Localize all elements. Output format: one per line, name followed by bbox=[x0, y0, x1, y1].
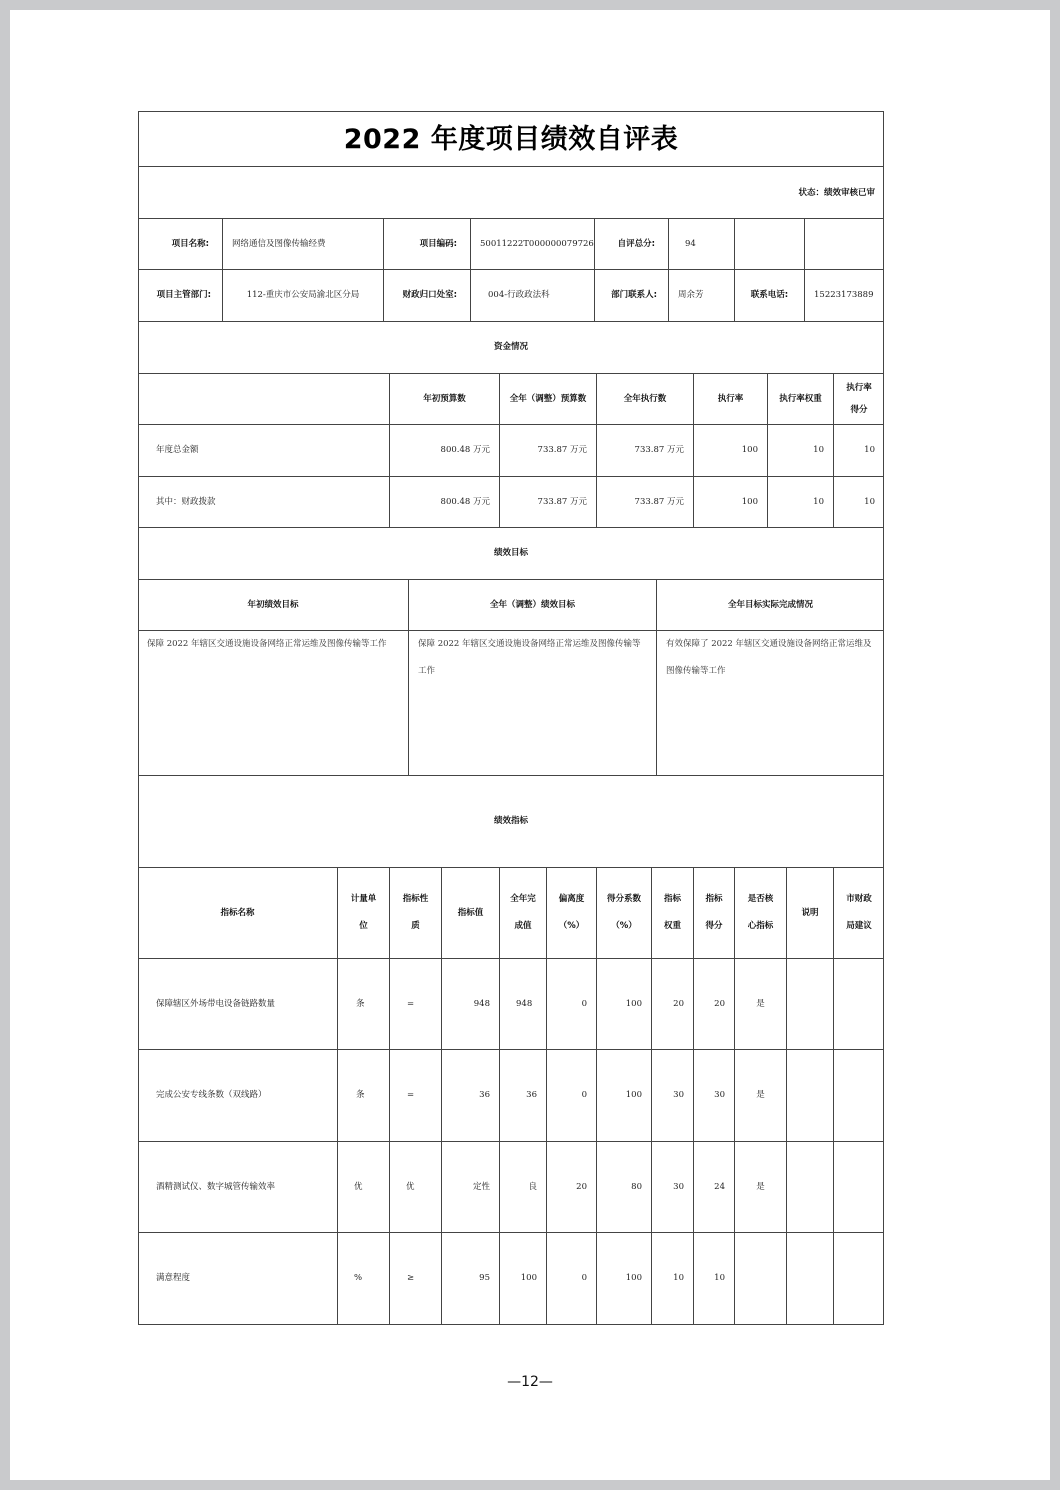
ind-row-advice bbox=[834, 1050, 884, 1141]
ind-header-nature-line2: 质 bbox=[411, 921, 420, 931]
ind-row-core bbox=[735, 1233, 786, 1324]
ind-header-completed bbox=[500, 868, 546, 958]
ind-row-name: 满意程度 bbox=[156, 1273, 191, 1284]
ind-header-score bbox=[694, 868, 734, 958]
indicators-section-title: 绩效指标 bbox=[493, 816, 528, 827]
ind-row-score: 24 bbox=[714, 1181, 725, 1192]
ind-header-advice bbox=[834, 868, 884, 958]
page-number: —12— bbox=[507, 1374, 553, 1390]
ind-row-note bbox=[787, 1050, 833, 1141]
ind-header-score-line2: 得分 bbox=[705, 921, 723, 931]
ind-header-deviation-line2: （%） bbox=[558, 921, 585, 931]
status-label: 状态：绩效审核已审 bbox=[798, 187, 875, 198]
ind-header-name: 指标名称 bbox=[220, 907, 255, 918]
ind-header-nature bbox=[390, 868, 441, 958]
funds-header-rate: 执行率 bbox=[717, 393, 744, 404]
ind-row-name: 保障辖区外场带电设备链路数量 bbox=[156, 998, 276, 1009]
funds-header-executed: 全年执行数 bbox=[623, 393, 667, 404]
ind-row-unit: % bbox=[354, 1273, 363, 1284]
ind-row-name: 完成公安专线条数（双线路） bbox=[156, 1090, 267, 1101]
ind-header-weight-line2: 权重 bbox=[663, 921, 681, 931]
ind-header-deviation-line1: 偏离度 bbox=[558, 894, 585, 904]
ind-header-core bbox=[735, 868, 786, 958]
goal-initial-text: 保障 2022 年辖区交通设施设备网络正常运维及图像传输等工作 bbox=[147, 639, 387, 649]
ind-row-value: 948 bbox=[473, 998, 490, 1009]
ind-header-unit-line1: 计量单 bbox=[350, 894, 377, 904]
funds-header-score bbox=[834, 374, 884, 424]
ind-row-note bbox=[787, 959, 833, 1049]
ind-row-completed: 100 bbox=[520, 1273, 537, 1284]
ind-row-core: 是 bbox=[756, 1181, 765, 1192]
goals-header-adjusted: 全年（调整）绩效目标 bbox=[489, 599, 575, 610]
funds-row-label: 年度总金额 bbox=[156, 445, 199, 456]
ind-row-value: 36 bbox=[479, 1090, 490, 1101]
ind-row-deviation: 0 bbox=[581, 1090, 587, 1101]
ind-row-weight: 10 bbox=[673, 1273, 684, 1284]
funds-row-label: 其中：财政拨款 bbox=[156, 496, 216, 507]
ind-header-advice-line1: 市财政 bbox=[846, 894, 872, 904]
ind-header-completed-line1: 全年完 bbox=[510, 894, 536, 904]
ind-row-note bbox=[787, 1233, 833, 1324]
ind-header-core-line1: 是否核 bbox=[747, 894, 774, 904]
funds-row-score: 10 bbox=[864, 496, 875, 507]
document-page bbox=[10, 10, 1050, 1480]
contact-person-value: 周余芳 bbox=[678, 290, 704, 301]
ind-row-value: 定性 bbox=[472, 1181, 490, 1192]
ind-row-score: 30 bbox=[714, 1090, 725, 1101]
phone-label: 联系电话: bbox=[750, 290, 789, 301]
ind-row-completed: 良 bbox=[528, 1181, 537, 1192]
funds-header-score-line1: 执行率 bbox=[846, 383, 872, 393]
ind-row-deviation: 0 bbox=[581, 1273, 587, 1284]
project-code-label: 项目编码: bbox=[419, 239, 457, 250]
evaluation-table bbox=[138, 111, 884, 1325]
ind-row-weight: 30 bbox=[673, 1090, 684, 1101]
department-label: 项目主管部门: bbox=[156, 290, 211, 301]
ind-row-nature: ≥ bbox=[407, 1273, 415, 1284]
goal-actual-text: 有效保障了 2022 年辖区交通设施设备网络正常运维及图像传输等工作 bbox=[666, 639, 872, 676]
ind-header-weight-line1: 指标 bbox=[663, 894, 681, 904]
ind-header-coef bbox=[597, 868, 651, 958]
ind-row-core: 是 bbox=[756, 998, 765, 1009]
phone-value: 15223173889 bbox=[814, 290, 874, 301]
goals-section-title: 绩效目标 bbox=[493, 548, 528, 559]
ind-row-nature: 优 bbox=[406, 1181, 415, 1192]
funds-row-rate: 100 bbox=[741, 445, 758, 456]
ind-row-advice bbox=[834, 959, 884, 1049]
ind-row-coef: 80 bbox=[631, 1181, 642, 1192]
finance-office-value: 004-行政政法科 bbox=[488, 290, 550, 301]
funds-row-executed: 733.87 万元 bbox=[634, 445, 684, 456]
funds-row-adjusted: 733.87 万元 bbox=[537, 496, 587, 507]
funds-row-adjusted: 733.87 万元 bbox=[537, 445, 587, 456]
funds-section-title: 资金情况 bbox=[493, 342, 528, 353]
ind-row-score: 20 bbox=[714, 998, 725, 1009]
ind-row-completed: 948 bbox=[516, 998, 533, 1009]
funds-header-adjusted: 全年（调整）预算数 bbox=[509, 393, 587, 404]
funds-row-executed: 733.87 万元 bbox=[634, 496, 684, 507]
ind-header-value: 指标值 bbox=[457, 907, 484, 918]
ind-header-nature-line1: 指标性 bbox=[402, 894, 429, 904]
funds-row-initial: 800.48 万元 bbox=[440, 496, 490, 507]
goal-adjusted-text: 保障 2022 年辖区交通设施设备网络正常运维及图像传输等工作 bbox=[418, 639, 641, 676]
ind-row-unit: 条 bbox=[356, 1090, 365, 1101]
ind-row-note bbox=[787, 1142, 833, 1232]
funds-row-rate: 100 bbox=[741, 496, 758, 507]
ind-row-deviation: 20 bbox=[576, 1181, 587, 1192]
ind-row-advice bbox=[834, 1142, 884, 1232]
ind-header-unit bbox=[338, 868, 389, 958]
contact-person-label: 部门联系人: bbox=[611, 290, 657, 301]
self-score-label: 自评总分: bbox=[617, 239, 655, 250]
ind-header-note: 说明 bbox=[801, 907, 819, 918]
ind-row-unit: 条 bbox=[356, 998, 365, 1009]
funds-header-score-line2: 得分 bbox=[850, 405, 868, 415]
goals-header-initial: 年初绩效目标 bbox=[247, 599, 299, 610]
ind-row-nature: = bbox=[407, 998, 415, 1009]
finance-office-label: 财政归口处室: bbox=[402, 290, 457, 301]
ind-header-weight bbox=[652, 868, 693, 958]
ind-header-core-line2: 心指标 bbox=[747, 921, 774, 931]
ind-header-deviation bbox=[547, 868, 596, 958]
ind-row-weight: 30 bbox=[673, 1181, 684, 1192]
ind-header-advice-line2: 局建议 bbox=[846, 921, 872, 931]
funds-row-weight: 10 bbox=[813, 496, 824, 507]
self-score-value: 94 bbox=[685, 239, 696, 250]
funds-row-score: 10 bbox=[864, 445, 875, 456]
ind-row-advice bbox=[834, 1233, 884, 1324]
ind-header-unit-line2: 位 bbox=[359, 921, 368, 931]
funds-header-initial: 年初预算数 bbox=[423, 393, 466, 404]
department-value: 112-重庆市公安局渝北区分局 bbox=[246, 290, 360, 301]
ind-row-value: 95 bbox=[479, 1273, 490, 1284]
project-name-value: 网络通信及图像传输经费 bbox=[232, 239, 326, 250]
ind-row-coef: 100 bbox=[625, 998, 642, 1009]
funds-row-weight: 10 bbox=[813, 445, 824, 456]
goals-header-actual: 全年目标实际完成情况 bbox=[727, 599, 813, 610]
funds-header-weight: 执行率权重 bbox=[779, 393, 822, 404]
project-code-value: 50011222T000000079726 bbox=[480, 239, 594, 250]
page-title: 2022 年度项目绩效自评表 bbox=[343, 123, 679, 155]
ind-row-name: 酒精测试仪、数字城管传输效率 bbox=[156, 1181, 276, 1192]
ind-row-completed: 36 bbox=[526, 1090, 537, 1101]
ind-row-core: 是 bbox=[756, 1090, 765, 1101]
funds-row-initial: 800.48 万元 bbox=[440, 445, 490, 456]
ind-row-weight: 20 bbox=[673, 998, 684, 1009]
ind-header-completed-line2: 成值 bbox=[514, 921, 532, 931]
ind-header-coef-line1: 得分系数 bbox=[606, 894, 641, 904]
project-name-label: 项目名称: bbox=[171, 239, 209, 250]
ind-header-score-line1: 指标 bbox=[705, 894, 723, 904]
ind-row-nature: = bbox=[407, 1090, 415, 1101]
ind-row-coef: 100 bbox=[625, 1273, 642, 1284]
ind-row-deviation: 0 bbox=[581, 998, 587, 1009]
ind-header-coef-line2: （%） bbox=[611, 921, 637, 931]
ind-row-coef: 100 bbox=[625, 1090, 642, 1101]
ind-row-unit: 优 bbox=[354, 1181, 363, 1192]
ind-row-score: 10 bbox=[714, 1273, 725, 1284]
